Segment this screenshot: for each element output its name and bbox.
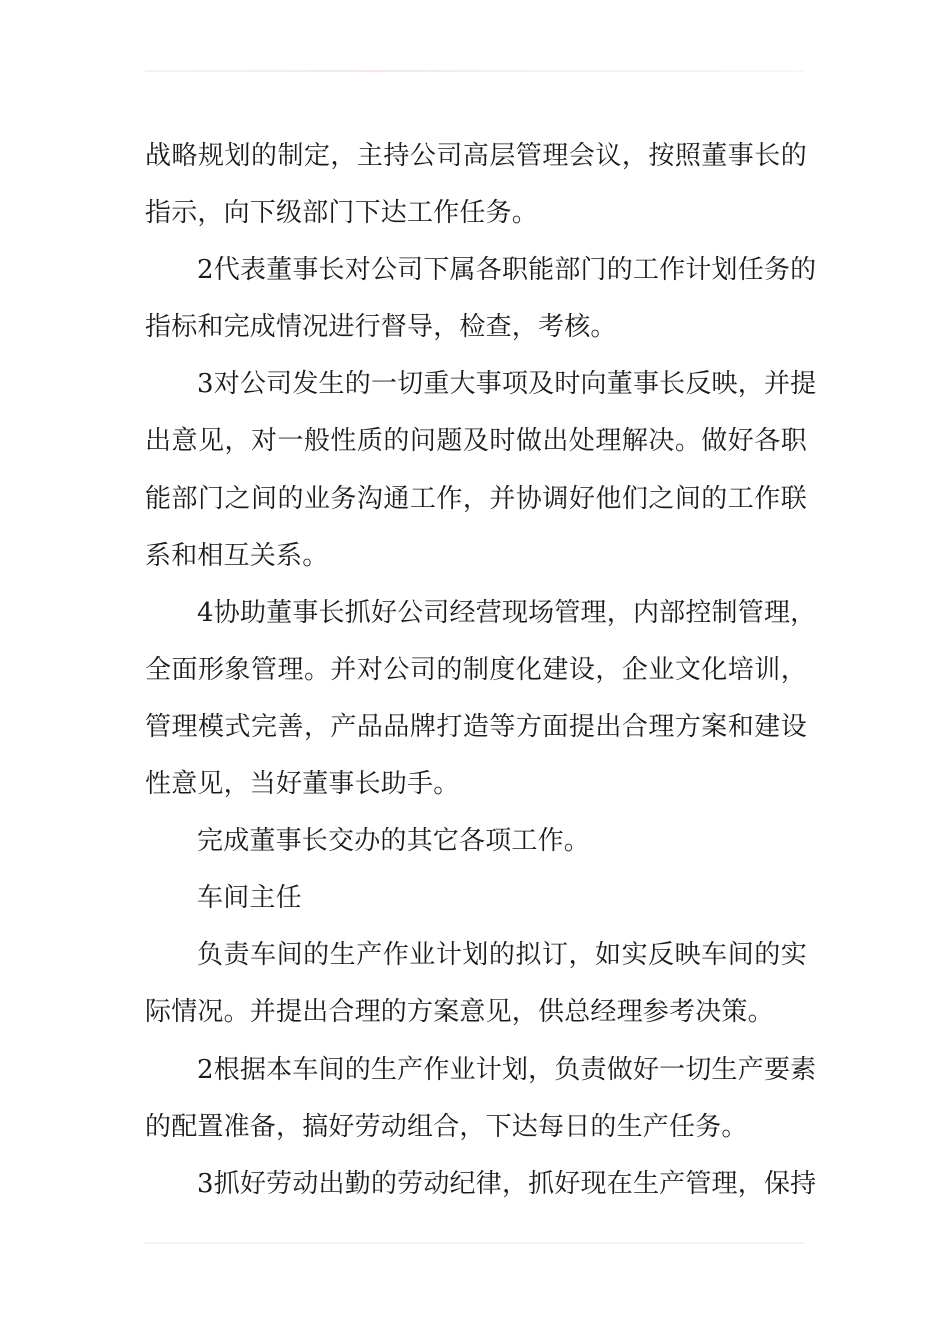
header-rule [145,70,805,72]
text-line: 4协助董事长抓好公司经营现场管理，内部控制管理， [197,597,817,628]
text-line: 际情况。并提出合理的方案意见，供总经理参考决策。 [145,997,774,1028]
text-line: 2代表董事长对公司下属各职能部门的工作计划任务的 [197,255,817,286]
text-line: 2根据本车间的生产作业计划，负责做好一切生产要素 [197,1054,817,1085]
text-line: 完成董事长交办的其它各项工作。 [197,826,591,857]
footer-rule [145,1242,805,1244]
text-line: 3抓好劳动出勤的劳动纪律，抓好现在生产管理，保持 [197,1168,817,1199]
text-line: 性意见，当好董事长助手。 [145,769,460,800]
text-line: 出意见，对一般性质的问题及时做出处理解决。做好各职 [145,426,807,457]
text-line: 管理模式完善，产品品牌打造等方面提出合理方案和建设 [145,711,807,742]
section-heading: 车间主任 [197,883,302,914]
text-line: 全面形象管理。并对公司的制度化建设，企业文化培训， [145,654,807,685]
text-line: 负责车间的生产作业计划的拟订，如实反映车间的实 [197,940,807,971]
text-line: 指标和完成情况进行督导，检查，考核。 [145,312,617,343]
text-line: 系和相互关系。 [145,540,329,571]
text-line: 战略规划的制定，主持公司高层管理会议，按照董事长的 [145,141,807,171]
text-line: 能部门之间的业务沟通工作，并协调好他们之间的工作联 [145,483,807,514]
text-line: 的配置准备，搞好劳动组合，下达每日的生产任务。 [145,1111,748,1142]
text-line: 指示，向下级部门下达工作任务。 [145,198,539,229]
document-body [145,128,817,1213]
text-line: 3对公司发生的一切重大事项及时向董事长反映，并提 [197,369,817,400]
